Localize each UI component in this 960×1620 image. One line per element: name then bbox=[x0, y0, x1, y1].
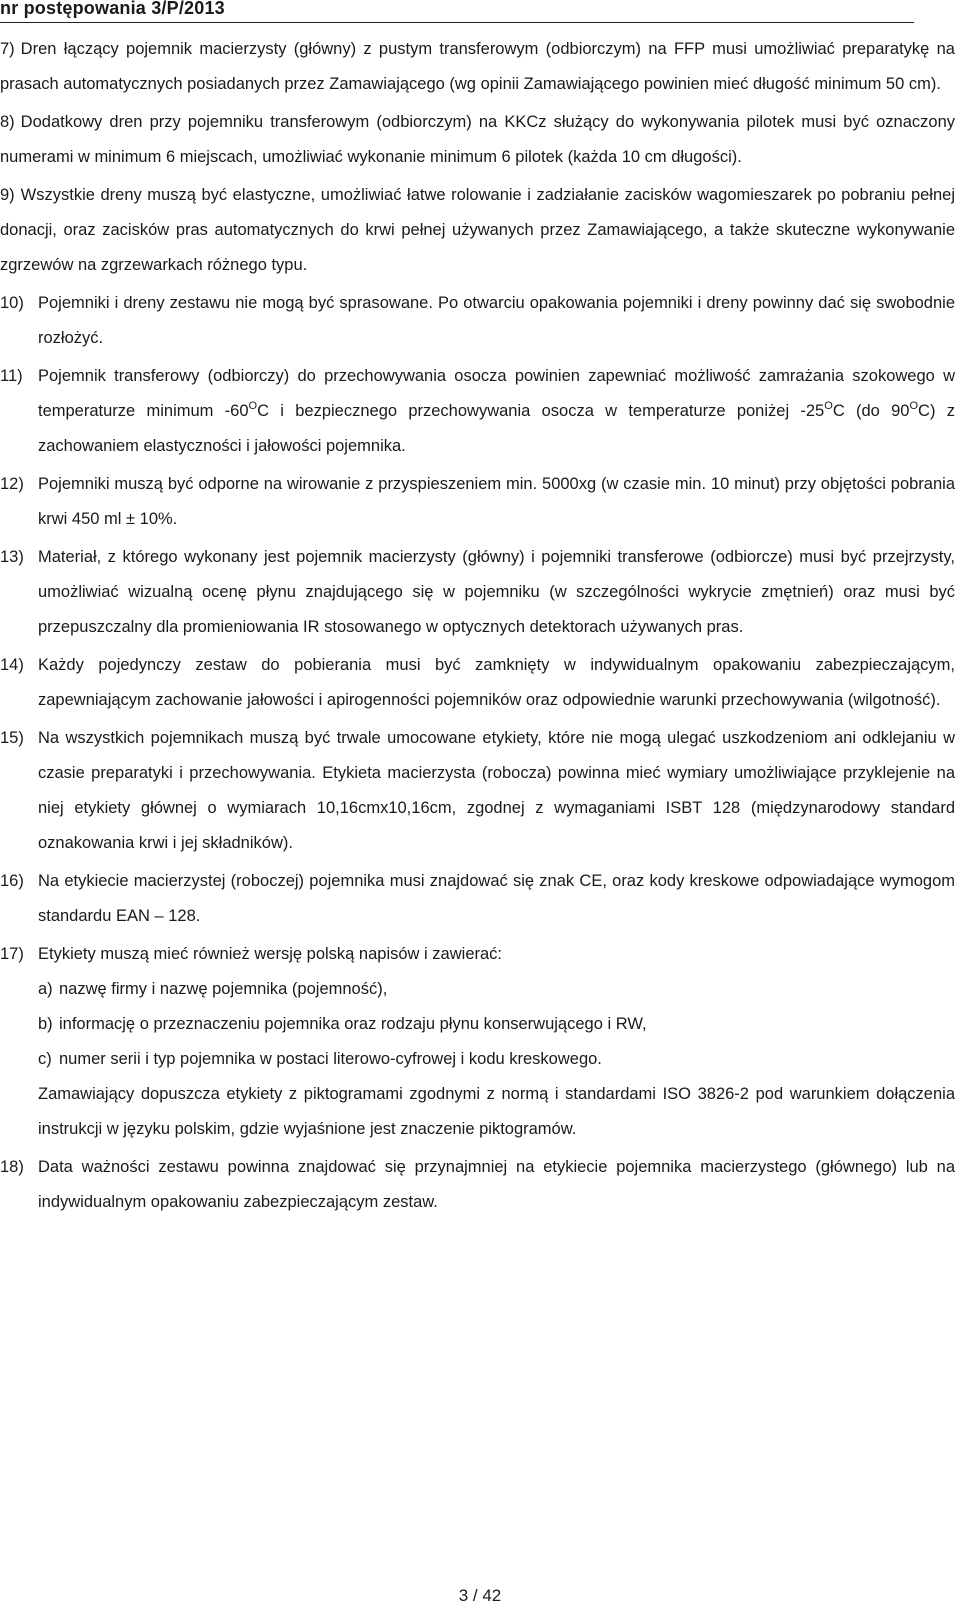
sub-item-b: b) informację o przeznaczeniu pojemnika oraz rodzaju płynu konserwującego i RW, bbox=[38, 1015, 647, 1033]
item-text: Dren łączący pojemnik macierzysty (główny) z pustym transferowym (odbiorczym) na FFP musi umożliwiać preparatykę na prasach automatycznych posiadanych przez Zamawiającego (wg opinii Zamawiającego powinien mieć długość minimum 50 cm). bbox=[0, 40, 955, 93]
item-number: 10) bbox=[0, 294, 24, 312]
list-item-10 bbox=[0, 286, 955, 356]
item-number: 9) bbox=[0, 186, 15, 204]
item-number: 11) bbox=[0, 367, 23, 385]
item-number: 17) bbox=[0, 945, 24, 963]
item-number: 15) bbox=[0, 729, 24, 747]
list-item-14 bbox=[0, 648, 955, 718]
list-item-8 bbox=[0, 105, 955, 175]
page-header bbox=[0, 0, 914, 23]
item-number: 12) bbox=[0, 475, 24, 493]
item-text: Na etykiecie macierzystej (roboczej) pojemnika musi znajdować się znak CE, oraz kody kreskowe odpowiadające wymogom standardu EAN – 128. bbox=[38, 872, 955, 925]
sub-item-a: a) nazwę firmy i nazwę pojemnika (pojemność), bbox=[38, 980, 388, 998]
item-text: Pojemnik transferowy (odbiorczy) do przechowywania osocza powinien zapewniać możliwość zamrażania szokowego w temperaturze minimum $-60^OC$ i bezpiecznego przechowywania osocza w temperaturze poniżej $-25^OC$ (do $90^OC$) z zachowaniem elastyczności i jałowości pojemnika. bbox=[38, 367, 955, 455]
list-item-12 bbox=[0, 467, 955, 537]
list-item-11 bbox=[0, 359, 955, 464]
item-text: Dodatkowy dren przy pojemniku transferowym (odbiorczym) na KKCz służący do wykonywania pilotek musi być oznaczony numerami w minimum 6 miejscach, umożliwiać wykonanie minimum 6 pilotek (każda 10 cm długości). bbox=[0, 113, 955, 166]
item-text: Pojemniki muszą być odporne na wirowanie z przyspieszeniem min. 5000xg (w czasie min. 10 minut) przy objętości pobrania krwi 450 ml ± 10%. bbox=[38, 475, 955, 528]
list-item-15 bbox=[0, 721, 955, 861]
list-item-17 bbox=[0, 937, 955, 1147]
item-number: 16) bbox=[0, 872, 24, 890]
item-number: 14) bbox=[0, 656, 24, 674]
sub-item-c: c) numer serii i typ pojemnika w postaci literowo-cyfrowej i kodu kreskowego. bbox=[38, 1050, 602, 1068]
item-number: 8) bbox=[0, 113, 15, 131]
page-number: 3 / 42 bbox=[458, 1586, 502, 1605]
item-text: Wszystkie dreny muszą być elastyczne, umożliwiać łatwe rolowanie i zadziałanie zacisków wagomieszarek po pobraniu pełnej donacji, oraz zacisków pras automatycznych do krwi pełnej używanych przez Zamawiającego, a także skuteczne wykonywanie zgrzewów na zgrzewarkach różnego typu. bbox=[0, 186, 955, 274]
degree-superscript: O bbox=[909, 400, 919, 412]
item-text: Materiał, z którego wykonany jest pojemnik macierzysty (główny) i pojemniki transferowe (odbiorcze) musi być przejrzysty, umożliwiać wizualną ocenę płynu znajdującego się w pojemniku (w szczególności wykrycie zmętnień) oraz musi być przepuszczalny dla promieniowania IR stosowanego w optycznych detektorach używanych pras. bbox=[38, 548, 955, 636]
list-item-18 bbox=[0, 1150, 955, 1220]
item-text: Pojemniki i dreny zestawu nie mogą być sprasowane. Po otwarciu opakowania pojemniki i dreny powinny dać się swobodnie rozłożyć. bbox=[38, 294, 955, 347]
requirements-list bbox=[0, 32, 955, 1223]
list-item-13 bbox=[0, 540, 955, 645]
item-text: Data ważności zestawu powinna znajdować się przynajmniej na etykiecie pojemnika macierzystego (głównego) lub na indywidualnym opakowaniu zabezpieczającym zestaw. bbox=[38, 1158, 955, 1211]
list-item-9 bbox=[0, 178, 955, 283]
header-title: nr postępowania 3/P/2013 bbox=[0, 0, 225, 18]
item-text: Etykiety muszą mieć również wersję polską napisów i zawierać: bbox=[38, 945, 502, 963]
item-number: 13) bbox=[0, 548, 24, 566]
list-item-16 bbox=[0, 864, 955, 934]
item-note: Zamawiający dopuszcza etykiety z piktogramami zgodnymi z normą i standardami ISO 3826-2 pod warunkiem dołączenia instrukcji w języku polskim, gdzie wyjaśnione jest znaczenie piktogramów. bbox=[38, 1085, 955, 1138]
item-number: 18) bbox=[0, 1158, 24, 1176]
degree-superscript: O bbox=[248, 400, 258, 412]
list-item-7 bbox=[0, 32, 955, 102]
degree-superscript: O bbox=[824, 400, 833, 412]
item-text: Każdy pojedynczy zestaw do pobierania musi być zamknięty w indywidualnym opakowaniu zabezpieczającym, zapewniającym zachowanie jałowości i apirogenności pojemników oraz odpowiednie warunki przechowywania (wilgotność). bbox=[38, 656, 955, 709]
item-text: Na wszystkich pojemnikach muszą być trwale umocowane etykiety, które nie mogą ulegać uszkodzeniom ani odklejaniu w czasie preparatyki i przechowywania. Etykieta macierzysta (robocza) powinna mieć wymiary umożliwiające przyklejenie na niej etykiety głównej o wymiarach 10,16cmx10,16cm, zgodnej z wymaganiami ISBT 128 (międzynarodowy standard oznakowania krwi i jej składników). bbox=[38, 729, 955, 852]
item-number: 7) bbox=[0, 40, 15, 58]
